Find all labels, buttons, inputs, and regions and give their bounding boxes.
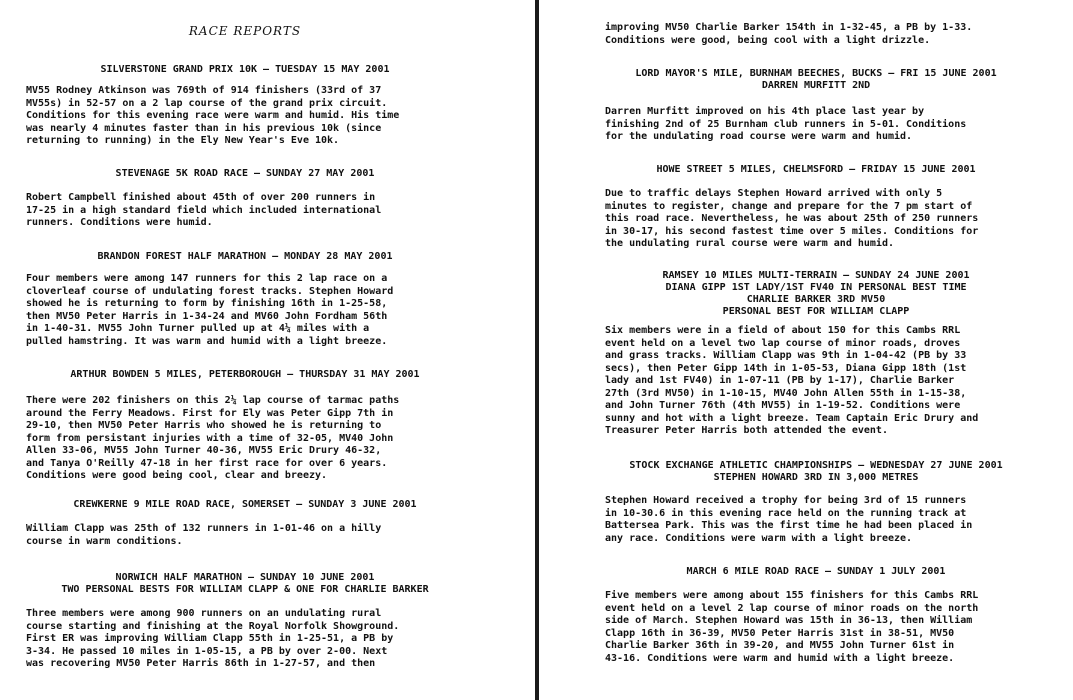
body-line: pulled hamstring. It was warm and humid with a light breeze. bbox=[26, 335, 388, 347]
section-body-howe-street bbox=[605, 188, 978, 251]
body-line: for the undulating road course were warm and humid. bbox=[605, 131, 913, 142]
heading-line: TWO PERSONAL BESTS FOR WILLIAM CLAPP & ONE FOR CHARLIE BARKER bbox=[61, 584, 429, 595]
body-line: Treasurer Peter Harris both attended the event. bbox=[605, 425, 888, 436]
heading-line: RAMSEY 10 MILES MULTI-TERRAIN – SUNDAY 24 JUNE 2001 bbox=[662, 270, 970, 281]
body-line: Conditions were good being cool, clear and breezy. bbox=[26, 470, 328, 481]
body-line: Robert Campbell finished about 45th of over 200 runners in bbox=[26, 192, 376, 203]
body-line: this road race. Nevertheless, he was about 25th of 250 runners bbox=[605, 213, 979, 224]
body-line: and John Turner 76th (4th MV55) in 1-19-52. Conditions were bbox=[605, 400, 961, 411]
heading-line: BRANDON FOREST HALF MARATHON – MONDAY 28 MAY 2001 bbox=[97, 251, 393, 262]
right-page bbox=[548, 0, 1073, 700]
heading-line: DIANA GIPP 1ST LADY/1ST FV40 IN PERSONAL BEST TIME bbox=[665, 282, 967, 293]
body-line: runners. Conditions were humid. bbox=[26, 217, 213, 228]
section-body-norwich-continued bbox=[605, 22, 972, 47]
section-body-stevenage bbox=[26, 192, 381, 230]
left-page bbox=[0, 0, 530, 700]
body-line: course starting and finishing at the Royal Norfolk Showground. bbox=[26, 620, 400, 632]
body-line: improving MV50 Charlie Barker 154th in 1-32-45, a PB by 1-33. bbox=[605, 22, 973, 33]
page-title: RACE REPORTS bbox=[188, 24, 302, 38]
body-line: finishing 2nd of 25 Burnham club runners in 5-01. Conditions bbox=[605, 118, 967, 130]
section-heading-march bbox=[596, 566, 1036, 578]
section-body-norwich bbox=[26, 608, 399, 671]
body-line: then MV50 Peter Harris in 1-34-24 and MV60 John Fordham 56th bbox=[26, 310, 388, 322]
heading-line: DARREN MURFITT 2ND bbox=[761, 80, 871, 91]
heading-line: STEVENAGE 5K ROAD RACE – SUNDAY 27 MAY 2001 bbox=[115, 168, 375, 179]
section-body-brandon bbox=[26, 273, 393, 348]
body-line: 17-25 in a high standard field which included international bbox=[26, 204, 382, 216]
body-line: the undulating rural course were warm and humid. bbox=[605, 238, 894, 249]
body-line: Battersea Park. This was the first time he had been placed in bbox=[605, 520, 973, 531]
section-heading-arthur-bowden bbox=[0, 369, 490, 381]
body-line: 3-34. He passed 10 miles in 1-05-15, a PB by over 2-00. Next bbox=[26, 645, 388, 657]
heading-line: STEPHEN HOWARD 3RD IN 3,000 METRES bbox=[713, 472, 919, 483]
body-line: course in warm conditions. bbox=[26, 535, 183, 547]
body-line: Three members were among 900 runners on an undulating rural bbox=[26, 608, 382, 619]
body-line: Four members were among 147 runners for this 2 lap race on a bbox=[26, 273, 388, 284]
body-line: around the Ferry Meadows. First for Ely was Peter Gipp 7th in bbox=[26, 407, 394, 419]
section-heading-crewkerne bbox=[0, 499, 490, 511]
section-body-stock-exchange bbox=[605, 495, 972, 545]
section-heading-howe-street bbox=[596, 164, 1036, 176]
section-heading-lord-mayors-mile bbox=[596, 68, 1036, 92]
section-body-crewkerne bbox=[26, 523, 381, 548]
body-line: showed he is returning to form by finishing 16th in 1-25-58, bbox=[26, 298, 388, 309]
body-line: Charlie Barker 36th in 39-20, and MV55 John Turner 61st in bbox=[605, 640, 955, 651]
section-body-lord-mayors-mile bbox=[605, 106, 966, 144]
heading-line: CHARLIE BARKER 3RD MV50 bbox=[746, 294, 886, 305]
body-line: Six members were in a field of about 150 for this Cambs RRL bbox=[605, 325, 961, 336]
body-line: MV55 Rodney Atkinson was 769th of 914 finishers (33rd of 37 bbox=[26, 85, 382, 96]
body-line: 29-10, then MV50 Peter Harris who showed he is returning to bbox=[26, 420, 382, 431]
body-line: Five members were among about 155 finishers for this Cambs RRL bbox=[605, 590, 979, 601]
section-heading-silverstone bbox=[0, 64, 490, 76]
body-line: was nearly 4 minutes faster than in his previous 10k (since bbox=[26, 122, 382, 134]
section-heading-stock-exchange bbox=[596, 460, 1036, 484]
section-heading-stevenage bbox=[0, 168, 490, 180]
heading-line: LORD MAYOR'S MILE, BURNHAM BEECHES, BUCKS – FRI 15 JUNE 2001 bbox=[635, 68, 997, 79]
body-line: event held on a level two lap course of minor roads, droves bbox=[605, 337, 961, 349]
heading-line: PERSONAL BEST FOR WILLIAM CLAPP bbox=[722, 306, 910, 317]
body-line: was recovering MV50 Peter Harris 86th in 1-27-57, and then bbox=[26, 658, 376, 669]
body-line: MV55s) in 52-57 on a 2 lap course of the grand prix circuit. bbox=[26, 97, 388, 109]
section-heading-brandon bbox=[0, 251, 490, 263]
body-line: Darren Murfitt improved on his 4th place last year by bbox=[605, 106, 925, 117]
section-body-silverstone bbox=[26, 85, 399, 148]
body-line: form from persistant injuries with a time of 32-05, MV40 John bbox=[26, 432, 394, 444]
body-line: lady and 1st FV40) in 1-07-11 (PB by 1-17), Charlie Barker bbox=[605, 375, 955, 386]
heading-line: SILVERSTONE GRAND PRIX 10K – TUESDAY 15 MAY 2001 bbox=[100, 64, 390, 75]
body-line: and Tanya O'Reilly 47-18 in her first race for over 6 years. bbox=[26, 457, 388, 469]
section-heading-ramsey bbox=[596, 270, 1036, 318]
body-line: There were 202 finishers on this 2¼ lap course of tarmac paths bbox=[26, 395, 400, 406]
body-line: sunny and hot with a light breeze. Team Captain Eric Drury and bbox=[605, 412, 979, 424]
heading-line: CREWKERNE 9 MILE ROAD RACE, SOMERSET – SUNDAY 3 JUNE 2001 bbox=[73, 499, 417, 510]
body-line: Conditions for this evening race were warm and humid. His time bbox=[26, 110, 400, 121]
body-line: First ER was improving William Clapp 55th in 1-25-51, a PB by bbox=[26, 633, 394, 644]
heading-line: ARTHUR BOWDEN 5 MILES, PETERBOROUGH – THURSDAY 31 MAY 2001 bbox=[70, 369, 420, 380]
body-line: William Clapp was 25th of 132 runners in 1-01-46 on a hilly bbox=[26, 523, 382, 534]
body-line: in 30-17, his second fastest time over 5 miles. Conditions for bbox=[605, 225, 979, 237]
heading-line: NORWICH HALF MARATHON – SUNDAY 10 JUNE 2001 bbox=[115, 572, 375, 583]
body-line: 43-16. Conditions were warm and humid with a light breeze. bbox=[605, 652, 955, 664]
body-line: Conditions were good, being cool with a light drizzle. bbox=[605, 34, 931, 46]
heading-line: MARCH 6 MILE ROAD RACE – SUNDAY 1 JULY 2001 bbox=[686, 566, 946, 577]
heading-line: HOWE STREET 5 MILES, CHELMSFORD – FRIDAY 15 JUNE 2001 bbox=[656, 164, 976, 175]
section-heading-norwich bbox=[0, 572, 490, 596]
body-line: and grass tracks. William Clapp was 9th in 1-04-42 (PB by 33 bbox=[605, 350, 967, 361]
body-line: side of March. Stephen Howard was 15th in 36-13, then William bbox=[605, 615, 973, 626]
body-line: Due to traffic delays Stephen Howard arrived with only 5 bbox=[605, 188, 943, 199]
body-line: in 10-30.6 in this evening race held on the running track at bbox=[605, 507, 967, 519]
body-line: secs), then Peter Gipp 14th in 1-05-53, Diana Gipp 18th (1st bbox=[605, 362, 967, 374]
section-body-march bbox=[605, 590, 978, 665]
body-line: in 1-40-31. MV55 John Turner pulled up at 4¼ miles with a bbox=[26, 323, 370, 334]
body-line: event held on a level 2 lap course of minor roads on the north bbox=[605, 602, 979, 614]
body-line: minutes to register, change and prepare for the 7 pm start of bbox=[605, 200, 973, 212]
section-body-ramsey bbox=[605, 325, 978, 438]
body-line: 27th (3rd MV50) in 1-10-15, MV40 John Allen 55th in 1-15-38, bbox=[605, 387, 967, 399]
body-line: cloverleaf course of undulating forest tracks. Stephen Howard bbox=[26, 285, 394, 297]
body-line: Stephen Howard received a trophy for being 3rd of 15 runners bbox=[605, 495, 967, 506]
body-line: Clapp 16th in 36-39, MV50 Peter Harris 31st in 38-51, MV50 bbox=[605, 627, 955, 639]
body-line: any race. Conditions were warm with a light breeze. bbox=[605, 532, 913, 544]
body-line: Allen 33-06, MV55 John Turner 40-36, MV55 Eric Drury 46-32, bbox=[26, 445, 382, 456]
body-line: returning to running) in the Ely New Year's Eve 10k. bbox=[26, 135, 340, 146]
section-body-arthur-bowden bbox=[26, 395, 399, 483]
page-divider bbox=[535, 0, 539, 700]
heading-line: STOCK EXCHANGE ATHLETIC CHAMPIONSHIPS – WEDNESDAY 27 JUNE 2001 bbox=[629, 460, 1003, 471]
